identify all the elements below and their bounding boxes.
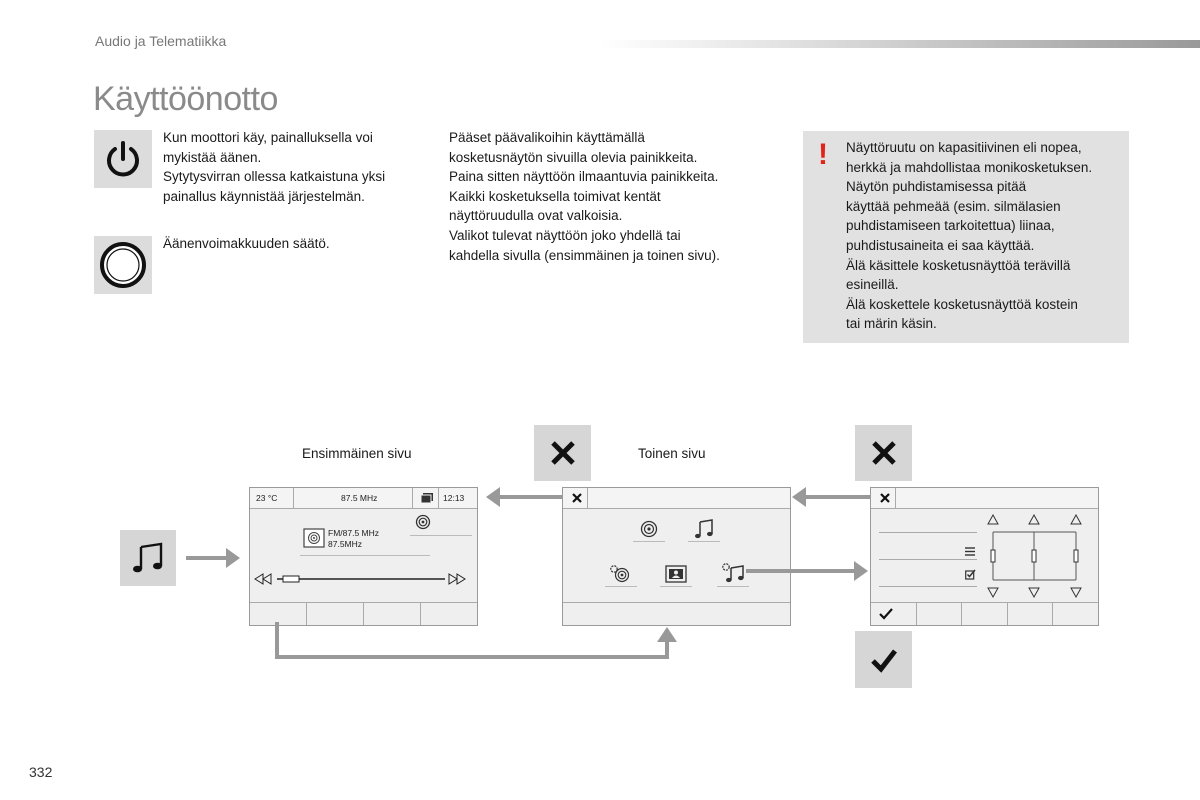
close-x-icon[interactable] <box>880 493 890 503</box>
close-x-icon <box>549 439 577 467</box>
power-line: mykistää äänen. <box>163 149 262 165</box>
power-button-illustration <box>94 130 152 188</box>
power-line: painallus käynnistää järjestelmän. <box>163 188 365 204</box>
menu-line: Kaikki kosketuksella toimivat kentät <box>449 188 661 204</box>
screen-status-bar <box>563 488 790 509</box>
warning-line: esineillä. <box>846 277 899 293</box>
equalizer-sliders[interactable] <box>986 514 1096 600</box>
warning-exclamation-icon: ! <box>818 138 828 171</box>
screen-status-bar <box>871 488 1098 509</box>
clock-readout: 12:13 <box>443 493 465 503</box>
volume-knob-icon <box>98 240 148 290</box>
power-line: Kun moottori käy, painalluksella voi <box>163 130 373 145</box>
menu-line: näyttöruudulla ovat valkoisia. <box>449 208 623 224</box>
header-gradient-bar <box>600 40 1200 48</box>
screen-settings <box>870 487 1099 626</box>
media-source-icon[interactable] <box>665 565 687 583</box>
list-menu-icon[interactable] <box>965 547 975 556</box>
page-number: 332 <box>29 764 53 780</box>
music-note-icon <box>131 541 165 575</box>
menu-line: kosketusnäytön sivuilla olevia painikkeita. <box>449 149 698 165</box>
menu-description <box>449 128 779 265</box>
frequency-readout: 87.5 MHz <box>341 493 378 503</box>
menu-line: Pääset päävalikoihin käyttämällä <box>449 130 645 145</box>
close-page1-button[interactable] <box>534 425 591 481</box>
connector-first-to-main-menu <box>277 622 677 657</box>
power-line: Sytytysvirran ollessa katkaistuna yksi <box>163 169 386 185</box>
warning-line: Näyttöruutu on kapasitiivinen eli nopea, <box>846 140 1082 155</box>
close-page2-button[interactable] <box>855 425 912 481</box>
temperature-readout: 23 °C <box>256 493 278 503</box>
station-name-line2: 87.5MHz <box>328 539 363 549</box>
warning-line: puhdistusaineita ei saa käyttää. <box>846 237 1035 253</box>
screen-status-bar <box>250 488 477 509</box>
warning-line: Älä koskettele kosketusnäyttöä kostein <box>846 296 1078 312</box>
checkmark-icon[interactable] <box>879 608 893 620</box>
menu-line: Valikot tulevat näyttöön joko yhdellä tai <box>449 227 681 243</box>
music-note-icon[interactable] <box>694 518 714 540</box>
power-description <box>163 128 433 206</box>
warning-line: käyttää pehmeää (esim. silmälasien <box>846 198 1061 214</box>
music-button[interactable] <box>120 530 176 586</box>
radio-settings-icon[interactable] <box>609 564 631 584</box>
power-icon <box>103 139 143 179</box>
close-x-icon <box>870 439 898 467</box>
music-settings-icon[interactable] <box>721 562 745 584</box>
tuning-slider[interactable] <box>253 572 473 586</box>
settings-row[interactable] <box>879 532 977 533</box>
radio-antenna-icon[interactable] <box>415 514 431 530</box>
screen-first-page <box>249 487 478 626</box>
second-page-label: Toinen sivu <box>638 446 706 461</box>
volume-knob-illustration <box>94 236 152 294</box>
warning-line: Näytön puhdistamisessa pitää <box>846 179 1027 195</box>
arrow-close-to-first-page <box>486 487 562 507</box>
screen-bottom-bar <box>563 602 790 625</box>
radio-antenna-icon[interactable] <box>639 520 659 540</box>
section-title: Audio ja Telematiikka <box>95 33 227 49</box>
station-logo-icon <box>303 528 325 548</box>
screen-soft-keys[interactable] <box>871 602 1098 625</box>
warning-line: tai märin käsin. <box>846 316 937 332</box>
checkbox-icon[interactable] <box>965 569 976 580</box>
warning-text <box>846 138 1124 334</box>
settings-row[interactable] <box>879 586 977 587</box>
warning-line: herkkä ja mahdollistaa monikosketuksen. <box>846 159 1093 175</box>
menu-line: Paina sitten näyttöön ilmaantuvia painikkeita. <box>449 169 719 185</box>
volume-description: Äänenvoimakkuuden säätö. <box>163 236 330 251</box>
menu-line: kahdella sivulla (ensimmäinen ja toinen sivu). <box>449 247 720 263</box>
warning-line: Älä käsittele kosketusnäyttöä terävillä <box>846 257 1071 273</box>
checkmark-icon <box>869 645 899 675</box>
screen-main-menu <box>562 487 791 626</box>
display-icon[interactable] <box>420 492 434 504</box>
confirm-button[interactable] <box>855 631 912 688</box>
page-title: Käyttöönotto <box>93 80 278 118</box>
arrow-music-to-screen <box>186 548 240 568</box>
screen-soft-keys[interactable] <box>250 602 477 625</box>
warning-line: puhdistamiseen tarkoitettua) liinaa, <box>846 218 1055 234</box>
station-name-line1: FM/87.5 MHz <box>328 528 380 538</box>
arrow-close-to-main-menu <box>792 487 870 507</box>
close-x-icon[interactable] <box>572 493 582 503</box>
first-page-label: Ensimmäinen sivu <box>302 446 412 461</box>
settings-row[interactable] <box>879 559 977 560</box>
